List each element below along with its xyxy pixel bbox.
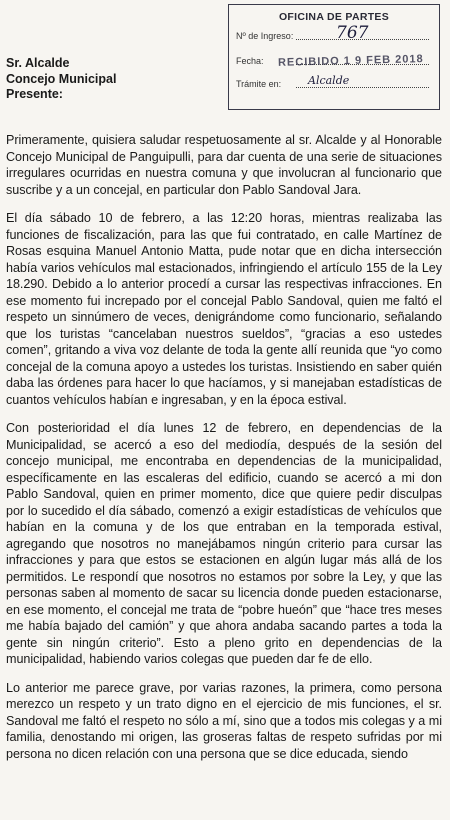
stamp-tramite-label: Trámite en: — [236, 79, 282, 89]
stamp-ingreso-value: 767 — [336, 23, 369, 43]
paragraph-4: Lo anterior me parece grave, por varias razones, la primera, como persona merezco un respeto y un trato digno en el ejercicio de mis funciones, el sr. Sandoval me faltó el respeto no sólo a mí, sino que a todos mis colegas y a mi familia, denostando mi origen, las groseras faltas de respeto sufridas por mi persona no dicen relación con una persona que se dice educada, siendo — [6, 680, 442, 761]
letter-body — [6, 132, 442, 774]
paragraph-1: Primeramente, quisiera saludar respetuosamente al sr. Alcalde y al Honorable Concejo Municipal de Panguipulli, para dar cuenta de una serie de situaciones irregulares ocurridas en nuestra comuna y que involucran al funcionario que suscribe y a un concejal, en particular don Pablo Sandoval Jara. — [6, 133, 442, 197]
stamp-tramite-row — [236, 74, 433, 89]
addressee-body: Concejo Municipal — [6, 71, 117, 86]
addressee-title: Sr. Alcalde — [6, 56, 70, 70]
paragraph-2: El día sábado 10 de febrero, a las 12:20 horas, mientras realizaba las funciones de fiscalización, para las que fui contratado, en calle Martínez de Rosas esquina Manuel Antonio Matta, pude notar que en dicha intersección había varios vehículos mal estacionados, infringiendo el artículo 155 de la Ley 18.290. Debido a lo anterior procedí a cursar las respectivas infracciones. En ese momento fui increpado por el concejal Pablo Sandoval, quien me faltó el respeto un sinnúmero de veces, denigrándome como funcionario, señalando que los turistas “cancelaban nuestros sueldos”, “gracias a eso ustedes comen”, gritando a viva voz delante de toda la gente allí reunida que “yo como concejal de la comuna apoyo a ustedes los turistas. Insistiendo en saber quién daba las órdenes para hacer lo que hacíamos, y si manejaban estadísticas de cuantos vehículos habían e ingresaban, y en la época estival. — [6, 211, 442, 407]
stamp-ingreso-row — [236, 23, 433, 43]
stamp-title: OFICINA DE PARTES — [278, 11, 390, 23]
stamp-fecha-label: Fecha: — [236, 56, 264, 66]
received-date-stamp: RECIBIDO 1 9 FEB 2018 — [277, 53, 424, 69]
paragraph-3: Con posterioridad el día lunes 12 de febrero, en dependencias de la Municipalidad, se acercó a eso del mediodía, después de la sesión del concejo municipal, me encontraba en dependencias de la municipalidad, específicamente en las escaleras del edificio, cuando se acercó a mi don Pablo Sandoval, quien en primer momento, dice que quiere pedir disculpas por lo sucedido el día sábado, comenzó a exigir estadísticas de vehículos que habían en la comuna y de los que entraban en la temporada estival, agregando que nosotros no manejábamos ningún criterio para cursar las infracciones y para que estos se estacionen en algún lugar más allá de los permitidos. Le respondí que nosotros no estamos por sobre la Ley, y que las personas saben al momento de sacar su licencia donde pueden estacionarse, en ese momento, el concejal me trata de “pobre hueón” que “hace tres meses me había bajado del camión” y que ahora andaba sacando partes a toda la gente sin ningún criterio”. Esto a pleno grito en dependencias de la municipalidad, habiendo varios colegas que pueden dar fe de ello. — [6, 421, 442, 666]
stamp-ingreso-label: Nº de Ingreso: — [236, 31, 294, 41]
addressee-salutation: Presente: — [6, 87, 63, 101]
addressee-block — [6, 56, 116, 103]
stamp-tramite-value: Alcalde — [308, 74, 350, 87]
